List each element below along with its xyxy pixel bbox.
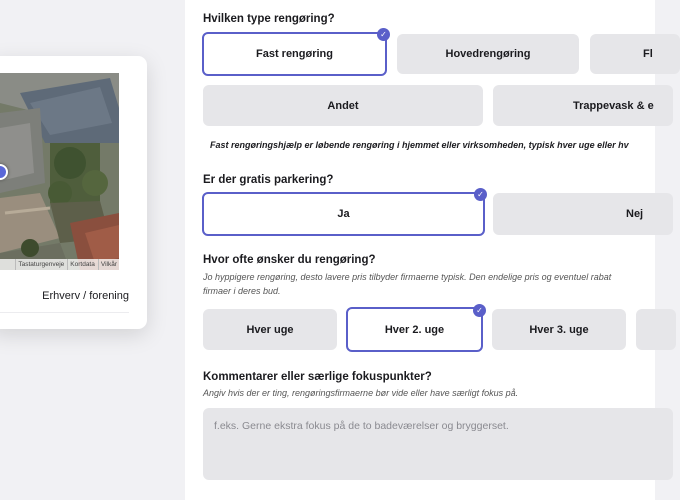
comments-question: Kommentarer eller særlige fokuspunkter? <box>203 371 432 383</box>
comments-textarea[interactable] <box>203 408 673 480</box>
keyboard-shortcuts-link[interactable]: Tastaturgenveje <box>15 259 64 270</box>
option-label: Hver 3. uge <box>529 323 589 336</box>
frequency-question: Hvor ofte ønsker du rengøring? <box>203 254 376 266</box>
option-fast-cleaning[interactable] <box>202 32 387 76</box>
cleaning-type-question: Hvilken type rengøring? <box>203 13 335 25</box>
option-weekly[interactable] <box>203 309 337 350</box>
map-image <box>0 73 119 270</box>
option-more-frequency[interactable] <box>636 309 676 350</box>
option-other[interactable] <box>203 85 483 126</box>
map-attribution <box>0 259 119 270</box>
map-data-link[interactable]: Kortdata <box>67 259 95 270</box>
option-third-type[interactable] <box>590 34 680 74</box>
option-every-2-weeks[interactable] <box>346 307 483 352</box>
cleaning-form <box>185 0 655 500</box>
option-label: Hver uge <box>246 323 294 336</box>
selected-check-icon: ✓ <box>474 188 487 201</box>
frequency-hint <box>203 270 611 298</box>
option-parking-no[interactable] <box>493 193 673 235</box>
option-every-3-weeks[interactable] <box>492 309 626 350</box>
option-parking-yes[interactable] <box>202 192 485 236</box>
comments-hint: Angiv hvis der er ting, rengøringsfirmaerne bør vide eller have særligt fokus på. <box>203 388 519 398</box>
card-divider <box>0 312 129 313</box>
option-label: Andet <box>327 99 359 112</box>
cleaning-type-description: Fast rengøringshjælp er løbende rengøring i hjemmet eller virksomheden, typisk hver uge eller hv <box>210 140 629 150</box>
option-label: Fast rengøring <box>255 48 333 60</box>
property-type-label: Erhverv / forening <box>42 290 129 302</box>
option-label: Hver 2. uge <box>384 323 445 336</box>
terms-link[interactable]: Vilkår <box>98 259 117 270</box>
option-label: Ja <box>337 208 350 220</box>
frequency-hint-line-1: Jo hyppigere rengøring, desto lavere pris tilbyder firmaerne typisk. Den endelige pris og eventuel rabat <box>203 272 612 282</box>
option-label: Nej <box>626 208 644 220</box>
option-label: Trappevask & e <box>573 99 654 112</box>
frequency-hint-line-2: firmaer i deres bud. <box>203 286 281 296</box>
satellite-map[interactable] <box>0 73 119 270</box>
selected-check-icon: ✓ <box>377 28 390 41</box>
address-card <box>0 56 147 329</box>
option-main-cleaning[interactable] <box>397 34 579 74</box>
parking-question: Er der gratis parkering? <box>203 174 334 186</box>
option-label: Hovedrengøring <box>445 48 531 60</box>
option-stair-cleaning[interactable] <box>493 85 673 126</box>
selected-check-icon: ✓ <box>473 304 486 317</box>
option-label: Fl <box>643 48 653 60</box>
